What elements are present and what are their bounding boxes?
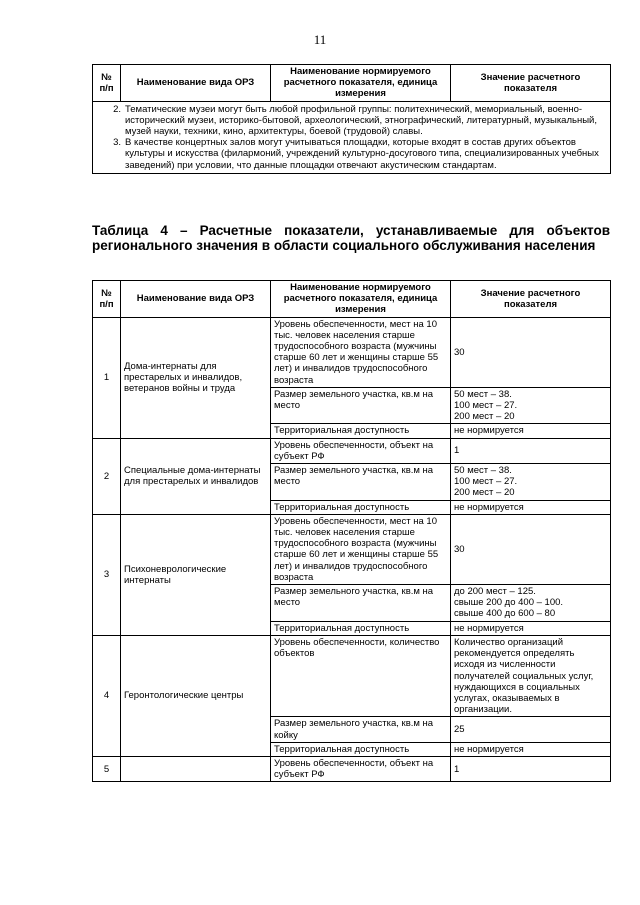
row-number: 3 bbox=[93, 514, 121, 635]
note-number: 3. bbox=[113, 137, 121, 149]
notes-cell bbox=[93, 101, 611, 173]
note-number: 2. bbox=[113, 103, 121, 115]
header-object-type: Наименование вида ОРЗ bbox=[121, 281, 271, 318]
note-item bbox=[97, 137, 606, 171]
indicator-label: Размер земельного участка, кв.м на место bbox=[271, 585, 451, 622]
row-number: 4 bbox=[93, 635, 121, 756]
table-4 bbox=[92, 280, 611, 782]
row-number: 2 bbox=[93, 438, 121, 514]
table-3-continuation bbox=[92, 64, 611, 174]
header-number: № п/п bbox=[93, 281, 121, 318]
indicator-label: Уровень обеспеченности, объект на субъект РФ bbox=[271, 756, 451, 781]
note-text: В качестве концертных залов могут учитываться площадки, которые входят в состав других объектов культуры и искусства (филармоний, учреждений культурно-досугового типа, специализированных учебных заведений) при условии, что данные площадки отвечают акустическим стандартам. bbox=[125, 137, 599, 171]
indicator-label: Территориальная доступность bbox=[271, 742, 451, 756]
indicator-value: 30 bbox=[451, 317, 611, 387]
indicator-value: 25 bbox=[451, 717, 611, 742]
table-header-row bbox=[93, 281, 611, 318]
header-value: Значение расчетного показателя bbox=[451, 281, 611, 318]
table-row bbox=[93, 514, 611, 584]
row-number: 5 bbox=[93, 756, 121, 781]
indicator-label: Уровень обеспеченности, мест на 10 тыс. человек населения старше трудоспособного возраста (мужчины старше 60 лет и женщины старше 55 лет) и инвалидов трудоспособного возраста bbox=[271, 317, 451, 387]
indicator-label: Уровень обеспеченности, объект на субъект РФ bbox=[271, 438, 451, 463]
note-item bbox=[97, 104, 606, 138]
indicator-value: не нормируется bbox=[451, 621, 611, 635]
object-type-name: Дома-интернаты для престарелых и инвалидов, ветеранов войны и труда bbox=[121, 317, 271, 438]
indicator-label: Территориальная доступность bbox=[271, 424, 451, 438]
row-number: 1 bbox=[93, 317, 121, 438]
page-number: 11 bbox=[313, 32, 327, 47]
indicator-value: не нормируется bbox=[451, 500, 611, 514]
object-type-name: Геронтологические центры bbox=[121, 635, 271, 756]
table-4-title: Таблица 4 – Расчетные показатели, устанавливаемые для объектов регионального значения в области социального обслуживания населения bbox=[92, 223, 610, 253]
indicator-value: Количество организаций рекомендуется определять исходя из численности получателей социальных услуг, нуждающихся в социальных услугах, оказываемых в организации. bbox=[451, 635, 611, 716]
table-header-row bbox=[93, 65, 611, 102]
indicator-label: Территориальная доступность bbox=[271, 621, 451, 635]
indicator-value: 50 мест – 38. 100 мест – 27. 200 мест – 20 bbox=[451, 387, 611, 424]
header-indicator: Наименование нормируемого расчетного показателя, единица измерения bbox=[271, 65, 451, 102]
indicator-value: 1 bbox=[451, 756, 611, 781]
header-object-type: Наименование вида ОРЗ bbox=[121, 65, 271, 102]
indicator-label: Уровень обеспеченности, мест на 10 тыс. человек населения старше трудоспособного возраста (мужчины старше 60 лет и женщины старше 55 лет) и инвалидов трудоспособного возраста bbox=[271, 514, 451, 584]
indicator-label: Размер земельного участка, кв.м на койку bbox=[271, 717, 451, 742]
object-type-name: Специальные дома-интернаты для престарелых и инвалидов bbox=[121, 438, 271, 514]
indicator-label: Размер земельного участка, кв.м на место bbox=[271, 387, 451, 424]
header-value: Значение расчетного показателя bbox=[451, 65, 611, 102]
notes-row bbox=[93, 101, 611, 173]
table-row bbox=[93, 317, 611, 387]
table-row bbox=[93, 756, 611, 781]
indicator-value: 30 bbox=[451, 514, 611, 584]
indicator-value: до 200 мест – 125. свыше 200 до 400 – 100. свыше 400 до 600 – 80 bbox=[451, 585, 611, 622]
table-row bbox=[93, 635, 611, 716]
note-text: Тематические музеи могут быть любой профильной группы: политехнический, мемориальный, военно-исторический музеи, историко-бытовой, археологический, этнографический, литературный, музыкальный, музей науки, техники, кино, архитектуры, боевой (трудовой) славы. bbox=[125, 103, 597, 138]
table-row bbox=[93, 438, 611, 463]
indicator-label: Размер земельного участка, кв.м на место bbox=[271, 464, 451, 501]
indicator-label: Территориальная доступность bbox=[271, 500, 451, 514]
header-indicator: Наименование нормируемого расчетного показателя, единица измерения bbox=[271, 281, 451, 318]
indicator-value: не нормируется bbox=[451, 742, 611, 756]
indicator-value: 50 мест – 38. 100 мест – 27. 200 мест – 20 bbox=[451, 464, 611, 501]
object-type-name: Психоневрологические интернаты bbox=[121, 514, 271, 635]
indicator-value: 1 bbox=[451, 438, 611, 463]
indicator-value: не нормируется bbox=[451, 424, 611, 438]
object-type-name bbox=[121, 756, 271, 781]
header-number: № п/п bbox=[93, 65, 121, 102]
indicator-label: Уровень обеспеченности, количество объектов bbox=[271, 635, 451, 716]
